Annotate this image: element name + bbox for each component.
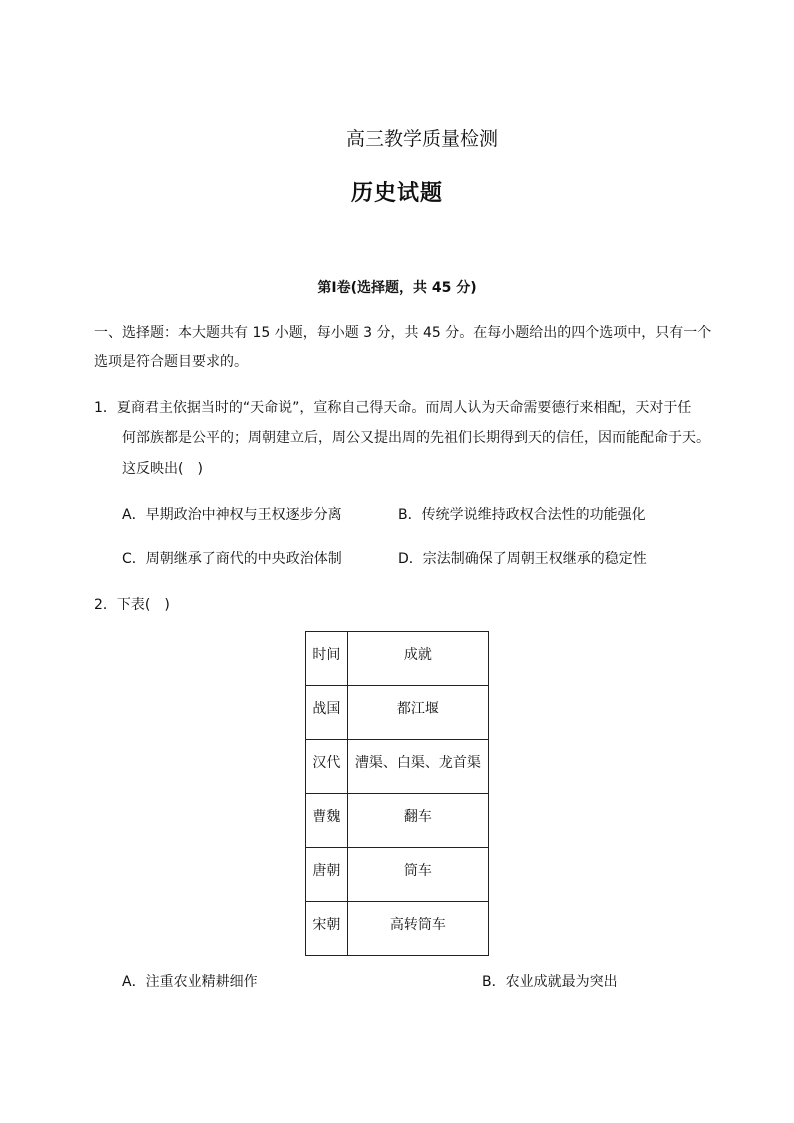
- table-row: [306, 848, 489, 902]
- table-cell-period: 唐朝: [306, 848, 348, 902]
- question-2-stem: 2．下表( ): [94, 597, 170, 613]
- question-1-stem-line-2: 何部族都是公平的；周朝建立后，周公又提出周的先祖们长期得到天的信任，因而能配命于天。: [122, 430, 710, 446]
- table-header-row: [306, 632, 489, 686]
- table-row: [306, 794, 489, 848]
- table-cell-period: 战国: [306, 686, 348, 740]
- table-cell-achievement: 高转筒车: [347, 902, 488, 956]
- table-cell-achievement: 漕渠、白渠、龙首渠: [347, 740, 488, 794]
- question-1-option-d: D．宗法制确保了周朝王权继承的稳定性: [398, 551, 647, 567]
- table-row: [306, 686, 489, 740]
- table-header-cell: 成就: [347, 632, 488, 686]
- table-cell-period: 曹魏: [306, 794, 348, 848]
- table-cell-achievement: 都江堰: [347, 686, 488, 740]
- question-2-option-b: B．农业成就最为突出: [482, 974, 618, 990]
- exam-title: 高三教学质量检测: [345, 128, 498, 150]
- achievement-table: [305, 631, 489, 956]
- question-1-option-c: C．周朝继承了商代的中央政治体制: [122, 551, 342, 567]
- table-cell-achievement: 翻车: [347, 794, 488, 848]
- subject-title: 历史试题: [350, 181, 443, 206]
- question-1-stem-line-1: 1．夏商君主依据当时的“天命说”，宣称自己得天命。而周人认为天命需要德行来相配，天对于任: [94, 400, 692, 416]
- question-1-stem-line-3: 这反映出( ): [122, 461, 203, 477]
- question-1-option-a: A．早期政治中神权与王权逐步分离: [122, 507, 342, 523]
- table-row: [306, 740, 489, 794]
- question-2-option-a: A．注重农业精耕细作: [122, 974, 258, 990]
- table-cell-period: 宋朝: [306, 902, 348, 956]
- table-header-cell: 时间: [306, 632, 348, 686]
- table-cell-period: 汉代: [306, 740, 348, 794]
- table-row: [306, 902, 489, 956]
- section-title: 第Ⅰ卷(选择题，共 45 分): [317, 280, 477, 296]
- instructions-line-1: 一、选择题：本大题共有 15 小题，每小题 3 分，共 45 分。在每小题给出的四个选项中，只有一个: [94, 325, 712, 341]
- table-cell-achievement: 筒车: [347, 848, 488, 902]
- question-1-option-b: B．传统学说维持政权合法性的功能强化: [398, 507, 646, 523]
- instructions-line-2: 选项是符合题目要求的。: [94, 354, 248, 370]
